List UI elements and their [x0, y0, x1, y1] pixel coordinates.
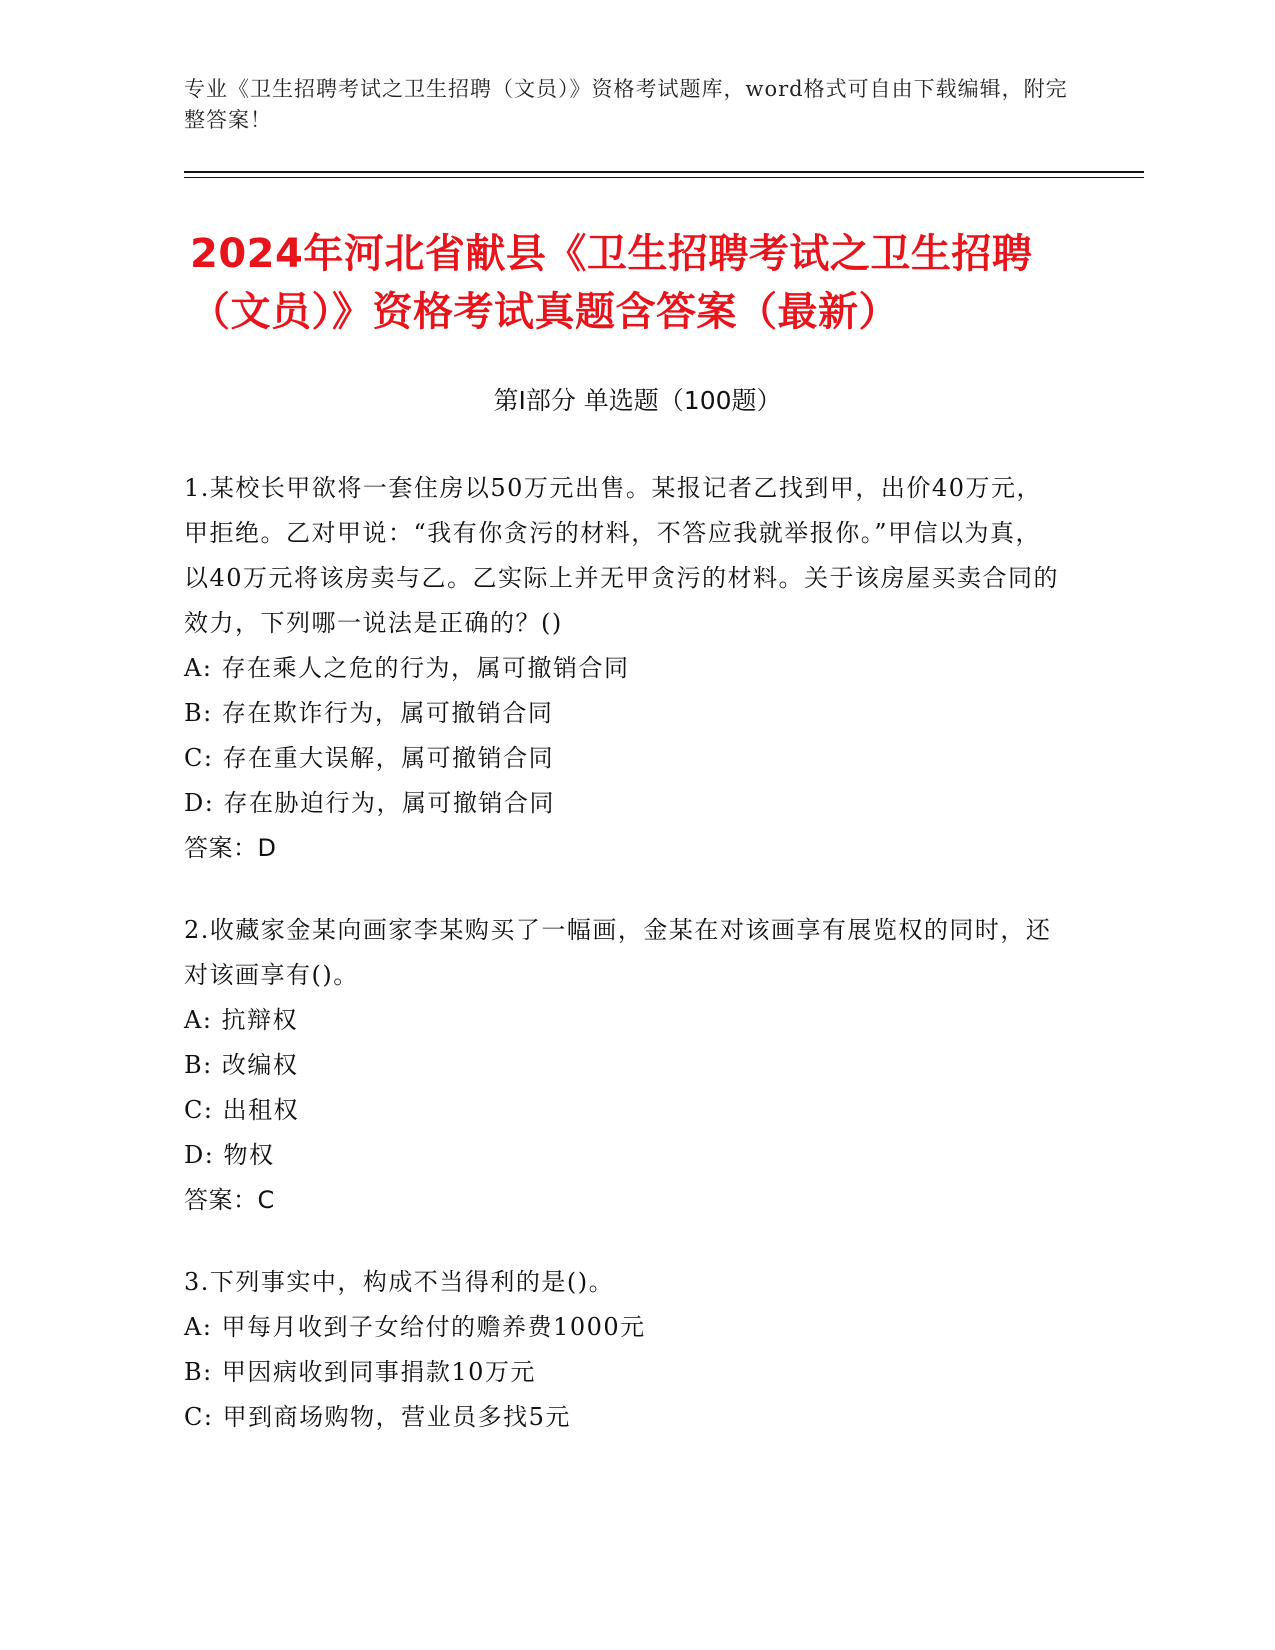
option-c: C: 出租权 [184, 1096, 300, 1124]
question-stem: 2.收藏家金某向画家李某购买了一幅画，金某在对该画享有展览权的同时，还对该画享有()。 [184, 916, 1052, 989]
option-b: B: 甲因病收到同事捐款10万元 [184, 1358, 536, 1386]
option-c: C: 甲到商场购物，营业员多找5元 [184, 1403, 571, 1431]
option-b: B: 改编权 [184, 1051, 299, 1079]
option-a: A: 存在乘人之危的行为，属可撤销合同 [184, 654, 630, 682]
option-d: D: 物权 [184, 1141, 275, 1169]
option-d: D: 存在胁迫行为，属可撤销合同 [184, 789, 555, 817]
option-a: A: 抗辩权 [184, 1006, 299, 1034]
answer-line: 答案：C [184, 1186, 275, 1214]
option-b: B: 存在欺诈行为，属可撤销合同 [184, 699, 554, 727]
document-title: 2024年河北省献县《卫生招聘考试之卫生招聘（文员）》资格考试真题含答案（最新） [190, 231, 1033, 335]
option-c: C: 存在重大误解，属可撤销合同 [184, 744, 555, 772]
header-divider-thin [184, 177, 1144, 178]
header-divider-thick [184, 171, 1144, 173]
question-stem: 3.下列事实中，构成不当得利的是()。 [184, 1268, 615, 1296]
question-block [184, 466, 1064, 871]
question-block [184, 908, 1064, 1223]
header-note: 专业《卫生招聘考试之卫生招聘（文员）》资格考试题库，word格式可自由下载编辑，附完整答案！ [184, 77, 1068, 132]
question-stem: 1.某校长甲欲将一套住房以50万元出售。某报记者乙找到甲，出价40万元，甲拒绝。乙对甲说：“我有你贪污的材料，不答应我就举报你。”甲信以为真，以40万元将该房卖与乙。乙实际上并无甲贪污的材料。关于该房屋买卖合同的效力，下列哪一说法是正确的？() [184, 474, 1060, 637]
section-title: 第Ⅰ部分 单选题（100题） [493, 386, 782, 415]
option-a: A: 甲每月收到子女给付的赡养费1000元 [184, 1313, 646, 1341]
question-block [184, 1260, 1064, 1440]
answer-line: 答案：D [184, 834, 277, 862]
